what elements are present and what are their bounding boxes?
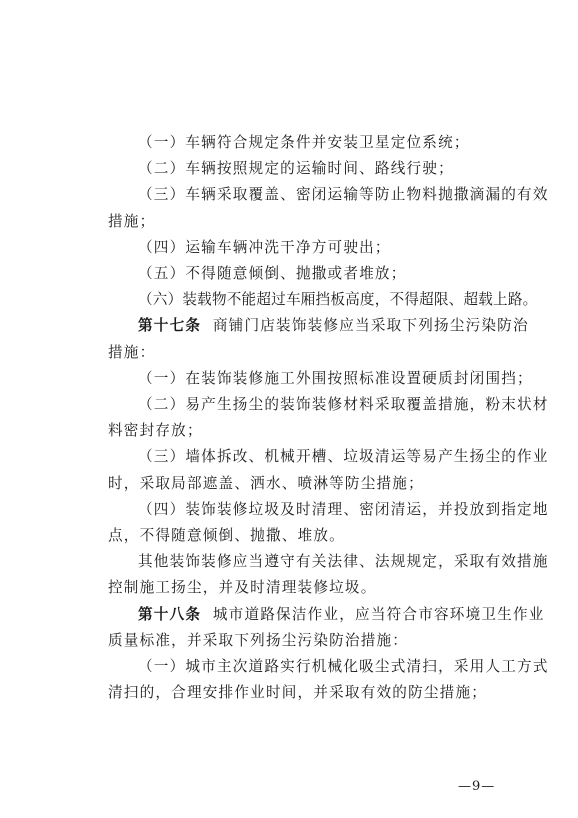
paragraph-line: 其他装饰装修应当遵守有关法律、法规规定，采取有效措施 bbox=[138, 553, 549, 570]
paragraph-line: （一）城市主次道路实行机械化吸尘式清扫，采用人工方式 bbox=[138, 658, 549, 675]
article-18-heading: 第十八条 bbox=[138, 606, 202, 623]
paragraph-line: 点，不得随意倾倒、抛撒、堆放。 bbox=[108, 527, 345, 544]
article-17-text: 商铺门店装饰装修应当采取下列扬尘污染防治 bbox=[212, 317, 529, 334]
paragraph-line: 措施； bbox=[108, 213, 156, 230]
paragraph-line: 控制施工扬尘，并及时清理装修垃圾。 bbox=[108, 579, 377, 596]
paragraph-line: （一）车辆符合规定条件并安装卫星定位系统； bbox=[138, 134, 470, 151]
paragraph-line: 时，采取局部遮盖、洒水、喷淋等防尘措施； bbox=[108, 475, 424, 492]
paragraph-line: （一）在装饰装修施工外围按照标准设置硬质封闭围挡； bbox=[138, 370, 533, 387]
paragraph-line: （五）不得随意倾倒、抛撒或者堆放； bbox=[138, 265, 407, 282]
paragraph-line: （四）运输车辆冲洗干净方可驶出； bbox=[138, 239, 391, 256]
article-17-line bbox=[138, 316, 529, 336]
article-17-heading: 第十七条 bbox=[138, 317, 202, 334]
paragraph-line: 料密封存放； bbox=[108, 422, 203, 439]
article-18-line bbox=[138, 605, 545, 625]
paragraph-line: （四）装饰装修垃圾及时清理、密闭清运，并投放到指定地 bbox=[138, 501, 549, 518]
paragraph-line: 质量标准，并采取下列扬尘污染防治措施： bbox=[108, 632, 409, 649]
paragraph-line: （二）易产生扬尘的装饰装修材料采取覆盖措施，粉末状材 bbox=[138, 396, 549, 413]
paragraph-line: 措施： bbox=[108, 344, 156, 361]
paragraph-line: 清扫的，合理安排作业时间，并采取有效的防尘措施； bbox=[108, 684, 488, 701]
paragraph-line: （三）车辆采取覆盖、密闭运输等防止物料抛撒滴漏的有效 bbox=[138, 186, 549, 203]
paragraph-line: （六）装载物不能超过车厢挡板高度，不得超限、超载上路。 bbox=[138, 291, 538, 308]
page-number: —9— bbox=[458, 779, 496, 794]
paragraph-line: （三）墙体拆改、机械开槽、垃圾清运等易产生扬尘的作业 bbox=[138, 448, 549, 465]
paragraph-line: （二）车辆按照规定的运输时间、路线行驶； bbox=[138, 160, 454, 177]
article-18-text: 城市道路保洁作业，应当符合市容环境卫生作业 bbox=[212, 606, 545, 623]
